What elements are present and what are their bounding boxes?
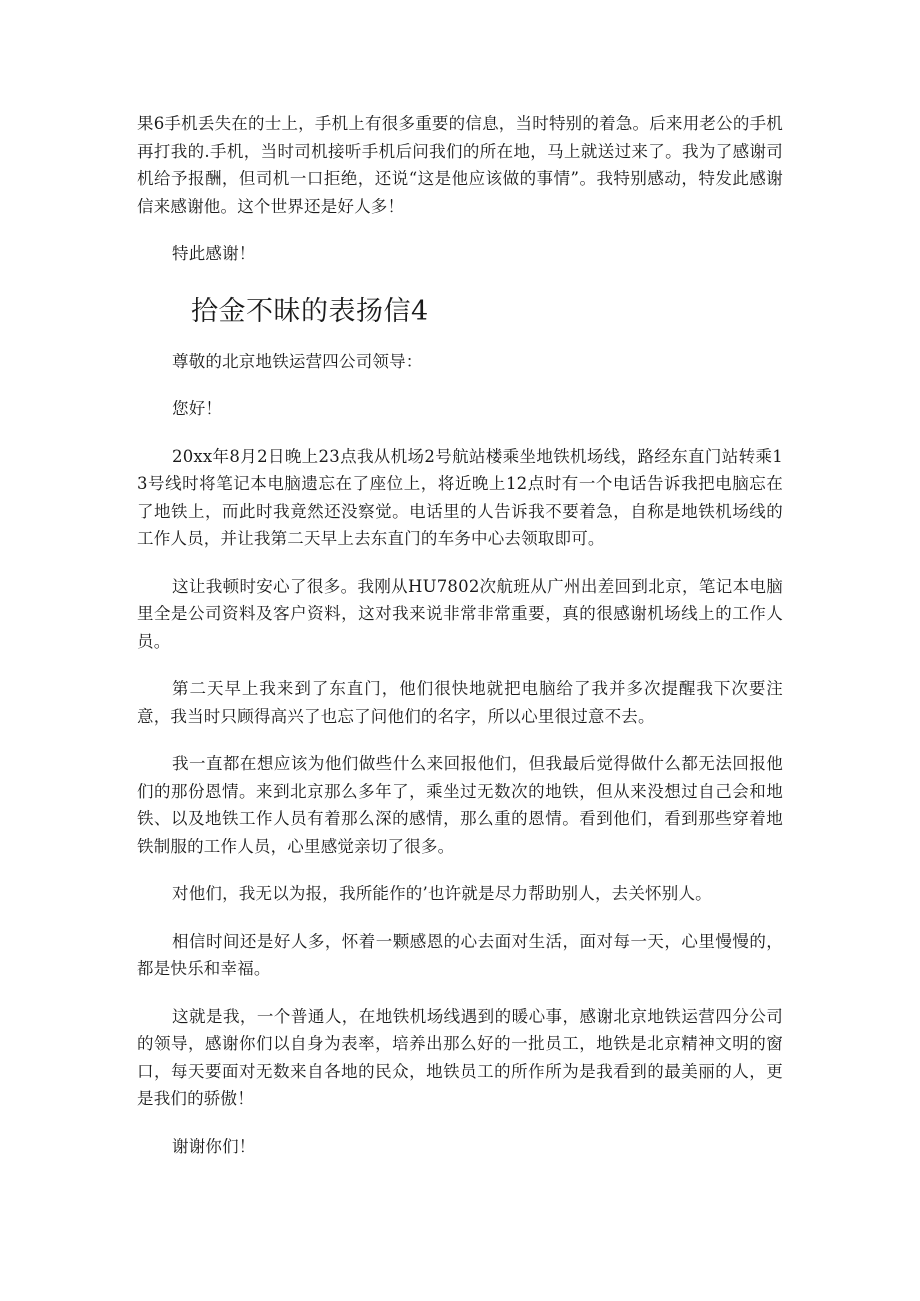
paragraph-continued: 果6手机丢失在的士上，手机上有很多重要的信息，当时特别的着急。后来用老公的手机再打我的.手机，当时司机接听手机后问我们的所在地，马上就送过来了。我为了感谢司机给予报酬，但司机一口拒绝，还说“这是他应该做的事情”。我特别感动，特发此感谢信来感谢他。这个世界还是好人多！: [137, 114, 783, 216]
document-page: [137, 110, 783, 1160]
greeting: 您好！: [172, 399, 223, 418]
closing: 谢谢你们！: [172, 1136, 256, 1156]
paragraph-thanks: 特此感谢！: [172, 244, 256, 263]
body-paragraph: 20xx年8月2日晚上23点我从机场2号航站楼乘坐地铁机场线，路经东直门站转乘13号线时将笔记本电脑遗忘在了座位上，将近晚上12点时有一个电话告诉我把电脑忘在了地铁上，而此时我竟然还没察觉。电话里的人告诉我不要着急，自称是地铁机场线的工作人员，并让我第二天早上去东直门的车务中心去领取即可。: [137, 446, 783, 548]
body-paragraph: 第二天早上我来到了东直门，他们很快地就把电脑给了我并多次提醒我下次要注意，我当时只顾得高兴了也忘了问他们的名字，所以心里很过意不去。: [137, 679, 783, 726]
body-paragraph: 相信时间还是好人多，怀着一颗感恩的心去面对生活，面对每一天，心里慢慢的，都是快乐和幸福。: [137, 931, 783, 978]
body-paragraph: 对他们，我无以为报，我所能作的’也许就是尽力帮助别人，去关怀别人。: [172, 884, 712, 903]
body-paragraph: 我一直都在想应该为他们做些什么来回报他们，但我最后觉得做什么都无法回报他们的那份恩情。来到北京那么多年了，乘坐过无数次的地铁，但从来没想过自己会和地铁、以及地铁工作人员有着那么深的感情，那么重的恩情。看到他们，看到那些穿着地铁制服的工作人员，心里感觉亲切了很多。: [137, 754, 783, 856]
body-paragraph: 这就是我，一个普通人，在地铁机场线遇到的暖心事，感谢北京地铁运营四分公司的领导，感谢你们以自身为表率，培养出那么好的一批员工，地铁是北京精神文明的窗口，每天要面对无数来自各地的民众，地铁员工的所作所为是我看到的最美丽的人，更是我们的骄傲！: [137, 1006, 783, 1108]
body-paragraph: 这让我顿时安心了很多。我刚从HU7802次航班从广州出差回到北京，笔记本电脑里全是公司资料及客户资料，这对我来说非常非常重要，真的很感谢机场线上的工作人员。: [137, 576, 783, 651]
salutation: 尊敬的北京地铁运营四公司领导：: [172, 351, 423, 371]
letter-title: 拾金不昧的表扬信4: [191, 295, 429, 327]
